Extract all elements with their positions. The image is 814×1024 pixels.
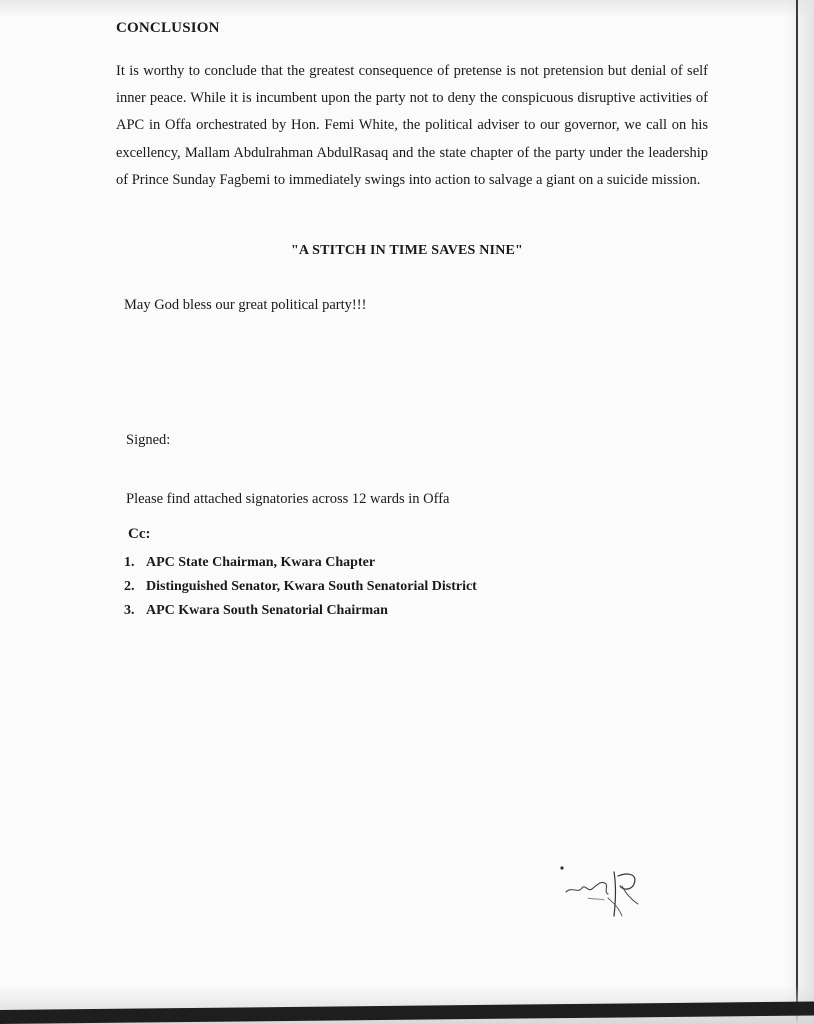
scan-edge-right — [796, 0, 798, 1024]
cc-recipient-number: 3. — [124, 603, 135, 618]
cc-recipient-number: 2. — [124, 579, 135, 594]
section-heading: CONCLUSION — [116, 20, 220, 36]
cc-recipient-name: APC State Chairman, Kwara Chapter — [146, 555, 376, 570]
cc-recipient — [124, 603, 477, 627]
cc-label: Cc: — [128, 526, 151, 542]
scan-shadow-top — [0, 0, 814, 18]
cc-recipient-name: APC Kwara South Senatorial Chairman — [146, 603, 388, 618]
motto-line: "A STITCH IN TIME SAVES NINE" — [290, 243, 524, 258]
conclusion-paragraph: It is worthy to conclude that the greatest consequence of pretense is not pretension but denial of self inner peace. While it is incumbent upon the party not to deny the conspicuous disruptive activities of APC in Offa orchestrated by Hon. Femi White, the political adviser to our governor, we call on his excellency, Mallam Abdulrahman AbdulRasaq and the state chapter of the party under the leadership of Prince Sunday Fagbemi to immediately swings into action to salvage a giant on a suicide mission. — [116, 63, 708, 188]
cc-recipient — [124, 555, 477, 579]
blessing-line: May God bless our great political party!!! — [124, 297, 367, 313]
cc-recipient-list — [124, 555, 477, 627]
signed-label: Signed: — [126, 432, 171, 448]
handwritten-signature — [548, 858, 658, 930]
cc-recipient-number: 1. — [124, 555, 135, 570]
attachment-note: Please find attached signatories across 12 wards in Offa — [126, 491, 450, 507]
cc-recipient-name: Distinguished Senator, Kwara South Senatorial District — [146, 579, 477, 594]
scan-shadow-right — [786, 0, 814, 1024]
cc-recipient — [124, 579, 477, 603]
